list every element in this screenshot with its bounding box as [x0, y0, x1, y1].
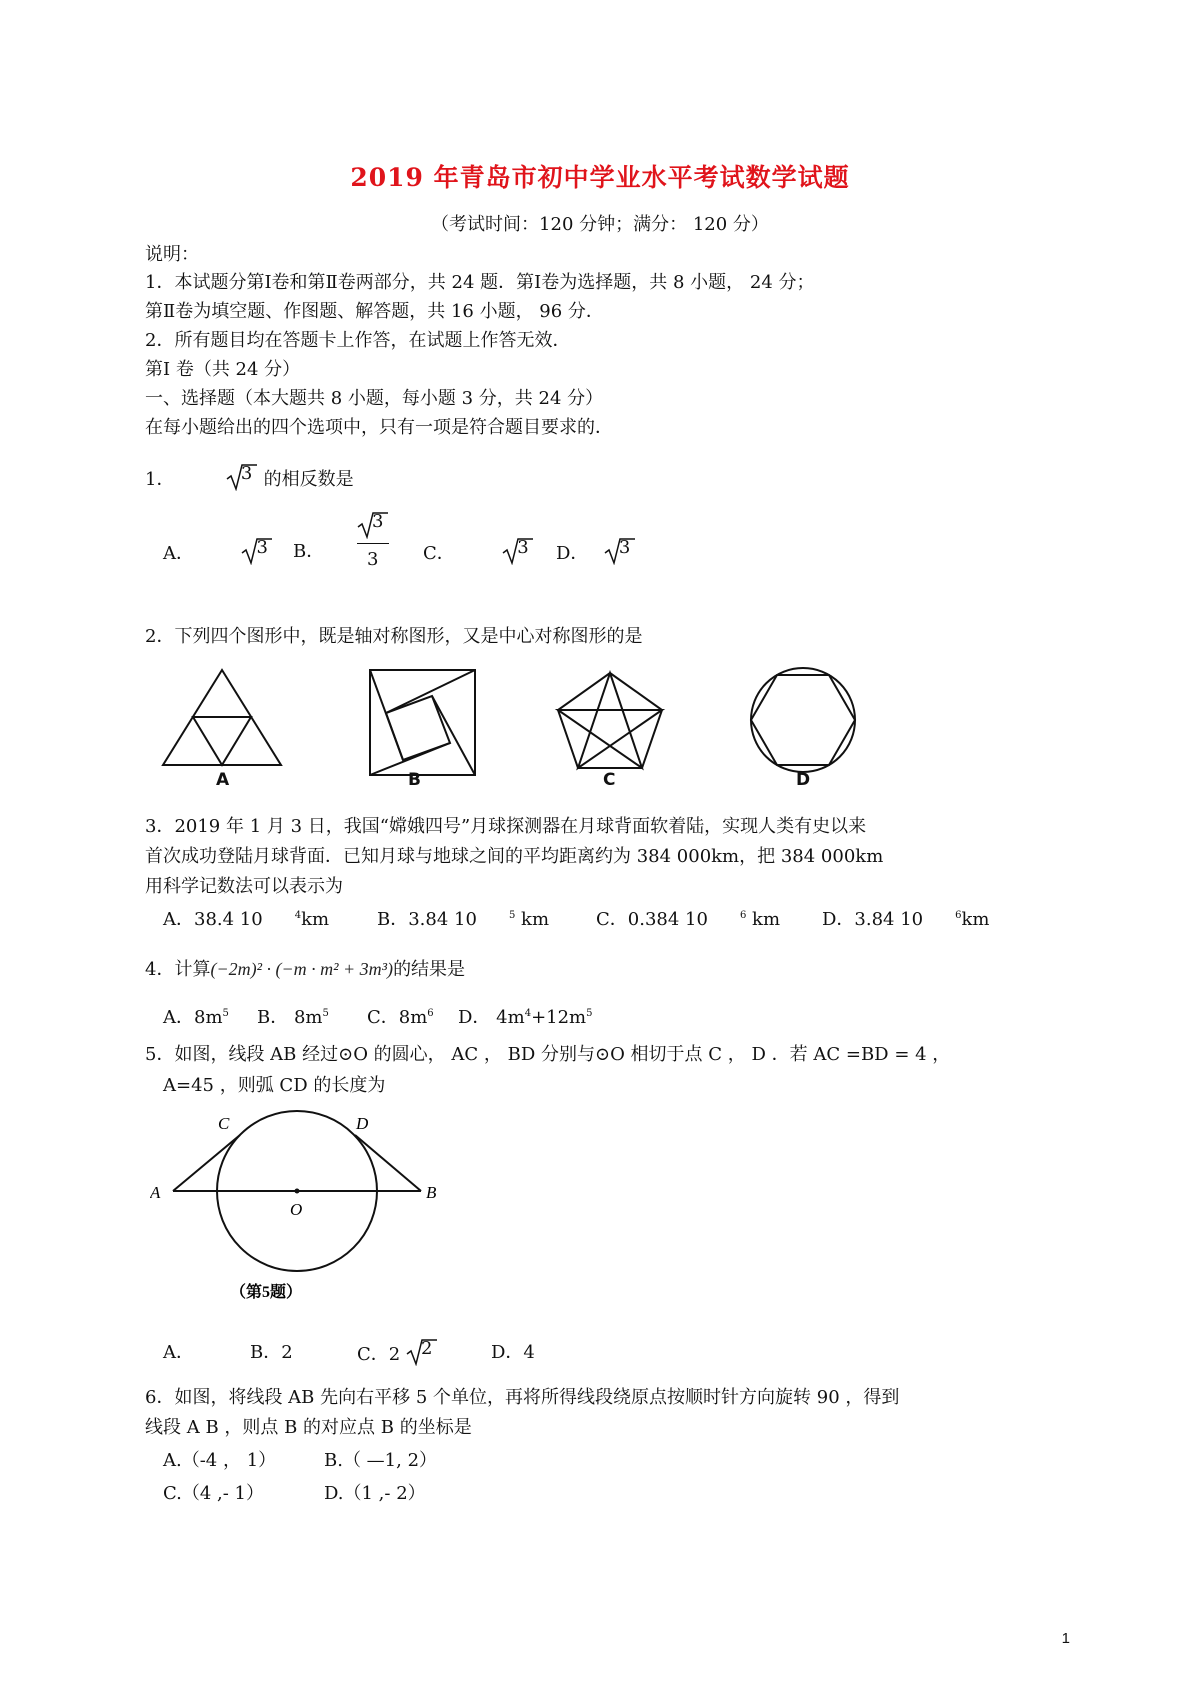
- q4-option-c: C．$8m^6$: [367, 1007, 434, 1028]
- q3-option-d: D．3.84 10 $^6$km: [822, 909, 990, 930]
- q4-option-d: D． $4m^4+12m^5$: [458, 1007, 593, 1028]
- q5-figure: [150, 1105, 450, 1320]
- q4-option-a: A．$8m^5$: [163, 1007, 229, 1028]
- q3-option-b: B．3.84 10 $^5$ km: [377, 909, 550, 930]
- q4-expression: (−2m)² · (−m · m² + 3m³): [210, 959, 394, 979]
- figure-c-pentagon-star: [558, 673, 662, 768]
- sqrt-symbol: 2: [406, 1338, 438, 1366]
- figure-label-a: A: [216, 770, 230, 790]
- q5-center-dot: [295, 1189, 300, 1194]
- figure-d-hexagon-circle: [751, 668, 855, 772]
- point-label-d: D: [356, 1114, 369, 1133]
- figure-label-c: C: [603, 770, 616, 790]
- q4-option-b: B． $8m^5$: [257, 1007, 329, 1028]
- q5-option-b: B．2: [250, 1342, 293, 1363]
- part-note: 在每小题给出的四个选项中，只有一项是符合题目要求的．: [145, 417, 613, 438]
- instructions-line-1: 1．本试题分第Ⅰ卷和第Ⅱ卷两部分，共 24 题．第Ⅰ卷为选择题，共 8 小题， 24 分；: [145, 272, 815, 293]
- sqrt-symbol: 3: [226, 463, 258, 491]
- q2-stem: 2．下列四个图形中，既是轴对称图形，又是中心对称图形的是: [145, 626, 643, 647]
- q3-line-1: 3．2019 年 1 月 3 日，我国“嫦娥四号”月球探测器在月球背面软着陆，实现人类有史以来: [145, 816, 867, 837]
- page-number: 1: [1061, 1630, 1070, 1647]
- q5-line-2: A=45 ，则弧 CD 的长度为: [163, 1075, 386, 1096]
- q2-figures: [160, 665, 900, 785]
- point-label-a: A: [150, 1183, 161, 1202]
- q3-option-a: A．38.4 10 $^4$km: [163, 909, 330, 930]
- sqrt-symbol: 3: [502, 537, 534, 565]
- q3-option-c: C．0.384 10 $^6$ km: [596, 909, 781, 930]
- figure-b-square: [370, 670, 475, 775]
- q6-option-a: A.（-4 ， 1）: [163, 1450, 277, 1471]
- q1-option-a: A． 3: [163, 537, 273, 565]
- q3-line-2: 首次成功登陆月球背面．已知月球与地球之间的平均距离约为 384 000km，把 384 000km: [145, 846, 884, 867]
- q6-option-b: B.（ —1, 2）: [324, 1450, 438, 1471]
- instructions-line-2: 第Ⅱ卷为填空题、作图题、解答题，共 16 小题， 96 分．: [145, 301, 604, 322]
- q3-line-3: 用科学记数法可以表示为: [145, 876, 343, 897]
- q5-line-1: 5．如图，线段 AB 经过⊙O 的圆心， AC ， BD 分别与⊙O 相切于点 C ， D ．若 AC =BD = 4 ，: [145, 1044, 951, 1065]
- page-title: 2019 年青岛市初中学业水平考试数学试题: [350, 163, 850, 192]
- q5-tangent-bd: [355, 1135, 421, 1191]
- q1-number: 1．: [145, 469, 175, 490]
- q1-option-b-fraction: 3 3: [357, 511, 389, 539]
- sqrt-symbol: 3: [241, 537, 273, 565]
- figure-label-b: B: [408, 770, 421, 790]
- q5-option-a: A．: [163, 1342, 194, 1363]
- instructions-line-3: 2．所有题目均在答题卡上作答，在试题上作答无效．: [145, 330, 571, 351]
- q6-line-2: 线段 A B ，则点 B 的对应点 B 的坐标是: [145, 1417, 472, 1438]
- q6-option-d: D.（1 ,- 2）: [324, 1483, 426, 1504]
- q5-figure-caption: （第5题）: [230, 1284, 303, 1301]
- instructions-heading: 说明：: [145, 244, 199, 265]
- q6-line-1: 6．如图，将线段 AB 先向右平移 5 个单位，再将所得线段绕原点按顺时针方向旋转 90 ，得到: [145, 1387, 900, 1408]
- q5-tangent-ac: [173, 1135, 240, 1191]
- figure-a-triangle: [163, 670, 281, 765]
- point-label-o: O: [290, 1200, 303, 1219]
- q1-text: 的相反数是: [263, 469, 354, 490]
- q1-option-b: B．: [293, 541, 325, 562]
- q6-option-c: C.（4 ,- 1）: [163, 1483, 265, 1504]
- fraction-bar: [357, 543, 389, 544]
- exam-subtitle: （考试时间：120 分钟；满分： 120 分）: [431, 214, 769, 235]
- q1-option-d: D． 3: [556, 537, 636, 565]
- point-label-c: C: [218, 1114, 230, 1133]
- sqrt-symbol: 3: [357, 511, 389, 539]
- q5-option-d: D．4: [491, 1342, 535, 1363]
- section-heading: 第Ⅰ 卷（共 24 分）: [145, 359, 301, 380]
- q1-option-c: C． 3: [423, 537, 534, 565]
- part-heading: 一、选择题（本大题共 8 小题，每小题 3 分，共 24 分）: [145, 388, 604, 409]
- figure-label-d: D: [796, 770, 811, 790]
- q4-stem: 4．计算(−2m)² · (−m · m² + 3m³)的结果是: [145, 959, 466, 980]
- sqrt-symbol: 3: [604, 537, 636, 565]
- q5-option-c: C．2 2: [357, 1338, 438, 1366]
- q1-stem: [145, 463, 354, 491]
- point-label-b: B: [426, 1183, 437, 1202]
